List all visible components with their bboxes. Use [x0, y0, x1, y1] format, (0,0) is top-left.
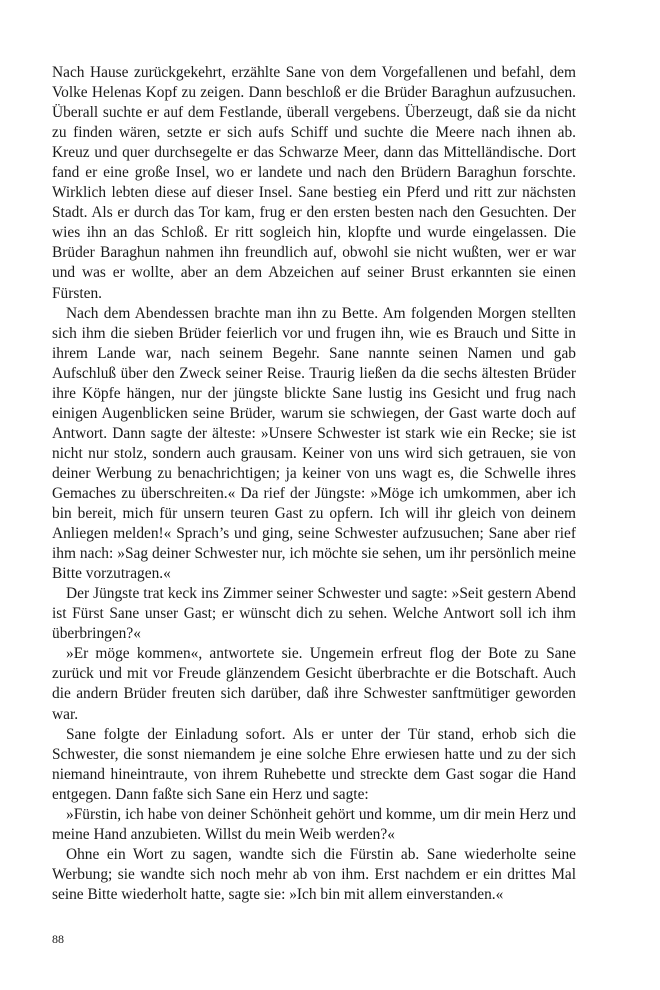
paragraph-1: Nach Hause zurückgekehrt, erzählte Sane von dem Vorgefallenen und befahl, dem Volke Helenas Kopf zu zeigen. Dann beschloß er die Brüder Baraghun aufzusuchen. Überall suchte er auf dem Festlande, überall vergebens. Überzeugt, daß sie da nicht zu finden wären, setzte er sich aufs Schiff und suchte die Meere nach ihnen ab. Kreuz und quer durchsegelte er das Schwarze Meer, dann das Mittelländische. Dort fand er eine große Insel, wo er landete und nach den Brüdern Baraghun forschte. Wirklich lebten diese auf dieser Insel. Sane bestieg ein Pferd und ritt zur nächsten Stadt. Als er durch das Tor kam, frug er den ersten besten nach den Gesuchten. Der wies ihn an das Schloß. Er ritt sogleich hin, klopfte und wurde eingelassen. Die Brüder Baraghun nahmen ihn freundlich auf, obwohl sie nicht wußten, wer er war und was er wollte, aber an dem Abzeichen auf seiner Brust erkannten sie einen Fürsten. [52, 64, 576, 302]
paragraph-7: Ohne ein Wort zu sagen, wandte sich die Fürstin ab. Sane wiederholte seine Werbung; sie wandte sich noch mehr ab von ihm. Erst nachdem er ein drittes Mal seine Bitte wiederholt hatte, sagte sie: »Ich bin mit allem einverstanden.« [52, 845, 576, 903]
paragraph-5: Sane folgte der Einladung sofort. Als er unter der Tür stand, erhob sich die Schwester, die sonst niemandem je eine solche Ehre erwiesen hatte und zu der sich niemand hineintraute, von ihrem Ruhebette und streckte dem Gast sogar die Hand entgegen. Dann faßte sich Sane ein Herz und sagte: [52, 725, 576, 803]
page-number: 88 [52, 932, 64, 946]
paragraph-4: »Er möge kommen«, antwortete sie. Ungemein erfreut flog der Bote zu Sane zurück und mit vor Freude glänzendem Gesicht überbrachte er die Botschaft. Auch die andern Brüder freuten sich darüber, daß ihre Schwester sanftmütiger geworden war. [52, 645, 576, 723]
paragraph-6: »Fürstin, ich habe von deiner Schönheit gehört und komme, um dir mein Herz und meine Hand anzubieten. Willst du mein Weib werden?« [52, 805, 576, 843]
page-body [52, 63, 576, 905]
paragraph-2: Nach dem Abendessen brachte man ihn zu Bette. Am folgenden Morgen stellten sich ihm die sieben Brüder feierlich vor und frugen ihn, wie es Brauch und Sitte in ihrem Lande war, nach seinem Begehr. Sane nannte seinen Namen und gab Aufschluß über den Zweck seiner Reise. Traurig ließen da die sechs ältesten Brüder ihre Köpfe hängen, nur der jüngste blickte Sane lustig ins Gesicht und frug nach einigen Augenblicken seine Brüder, warum sie schwiegen, der Gast warte doch auf Antwort. Dann sagte der älteste: »Unsere Schwester ist stark wie ein Recke; sie ist nicht nur stolz, sondern auch grausam. Keiner von uns wird sich getrauen, sie von deiner Werbung zu benachrichtigen; ja keiner von uns wagt es, die Schwelle ihres Gemaches zu überschreiten.« Da rief der Jüngste: »Möge ich umkommen, aber ich bin bereit, mich für unsern teuren Gast zu opfern. Ich will ihr gleich von deinem Anliegen melden!« Sprach’s und ging, seine Schwester aufzusuchen; Sane aber rief ihm nach: »Sag deiner Schwester nur, ich möchte sie sehen, um ihr persönlich meine Bitte vorzutragen.« [52, 304, 576, 583]
paragraph-3: Der Jüngste trat keck ins Zimmer seiner Schwester und sagte: »Seit gestern Abend ist Fürst Sane unser Gast; er wünscht dich zu sehen. Welche Antwort soll ich ihm überbringen?« [52, 585, 576, 643]
